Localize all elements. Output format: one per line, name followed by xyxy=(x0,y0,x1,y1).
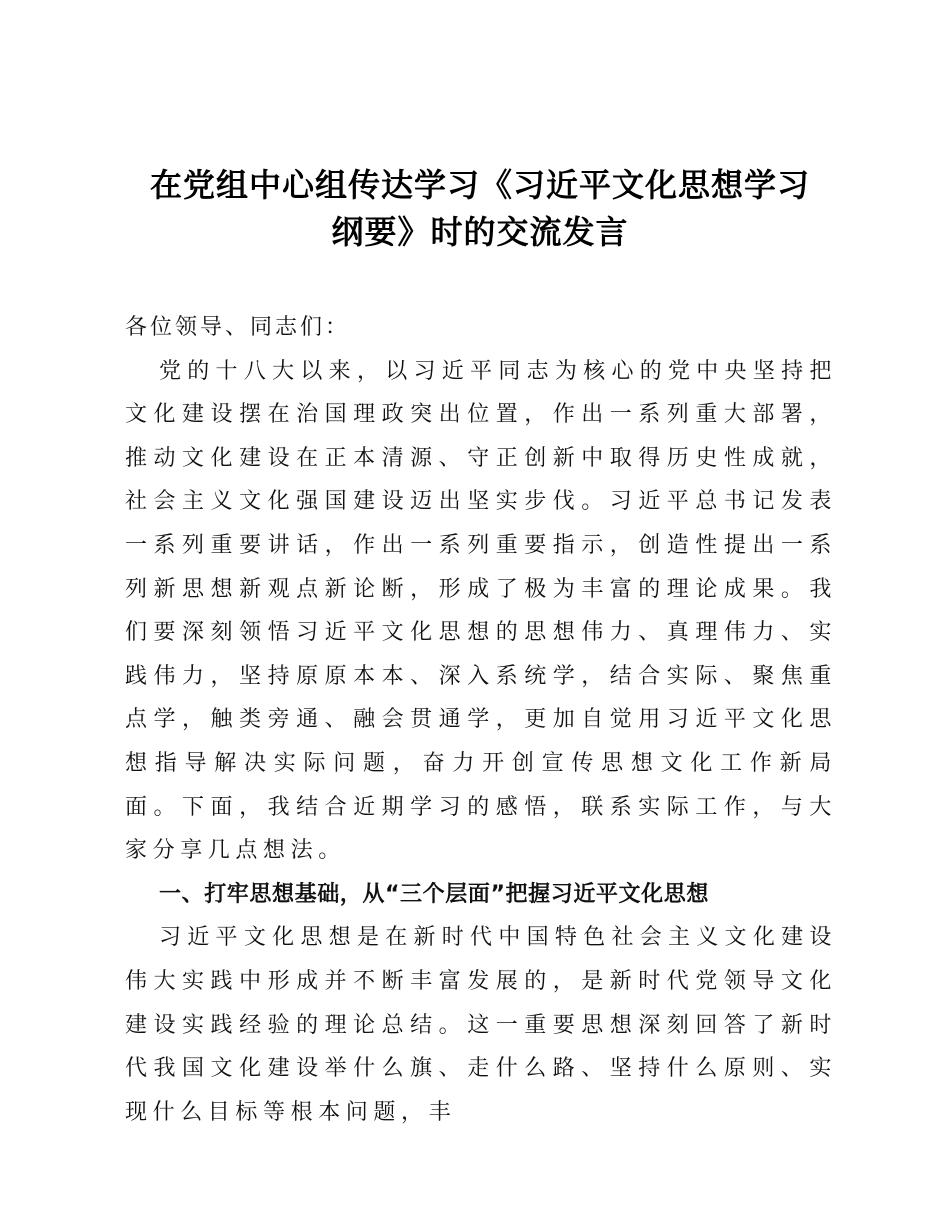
title-line-1: 在党组中心组传达学习《习近平文化思想学习 xyxy=(149,166,810,204)
section-1-paragraph: 习近平文化思想是在新时代中国特色社会主义文化建设伟大实践中形成并不断丰富发展的，是新时代党领导文化建设实践经验的理论总结。这一重要思想深刻回答了新时代我国文化建设举什么旗、走什么路、坚持什么原则、实现什么目标等根本问题，丰 xyxy=(125,925,837,1125)
intro-paragraph: 党的十八大以来，以习近平同志为核心的党中央坚持把文化建设摆在治国理政突出位置，作出一系列重大部署，推动文化建设在正本清源、守正创新中取得历史性成就，社会主义文化强国建设迈出坚实步伐。习近平总书记发表一系列重要讲话，作出一系列重要指示，创造性提出一系列新思想新观点新论断，形成了极为丰富的理论成果。我们要深刻领悟习近平文化思想的思想伟力、真理伟力、实践伟力，坚持原原本本、深入系统学，结合实际、聚焦重点学，触类旁通、融会贯通学，更加自觉用习近平文化思想指导解决实际问题，奋力开创宣传思想文化工作新局面。下面，我结合近期学习的感悟，联系实际工作，与大家分享几点想法。 xyxy=(125,358,837,864)
document-body xyxy=(125,306,837,1134)
document-title xyxy=(120,162,840,256)
section-heading-1: 一、打牢思想基础，从“三个层面”把握习近平文化思想 xyxy=(159,881,709,907)
title-line-2: 纲要》时的交流发言 xyxy=(331,213,629,251)
salutation: 各位领导、同志们： xyxy=(125,315,351,340)
